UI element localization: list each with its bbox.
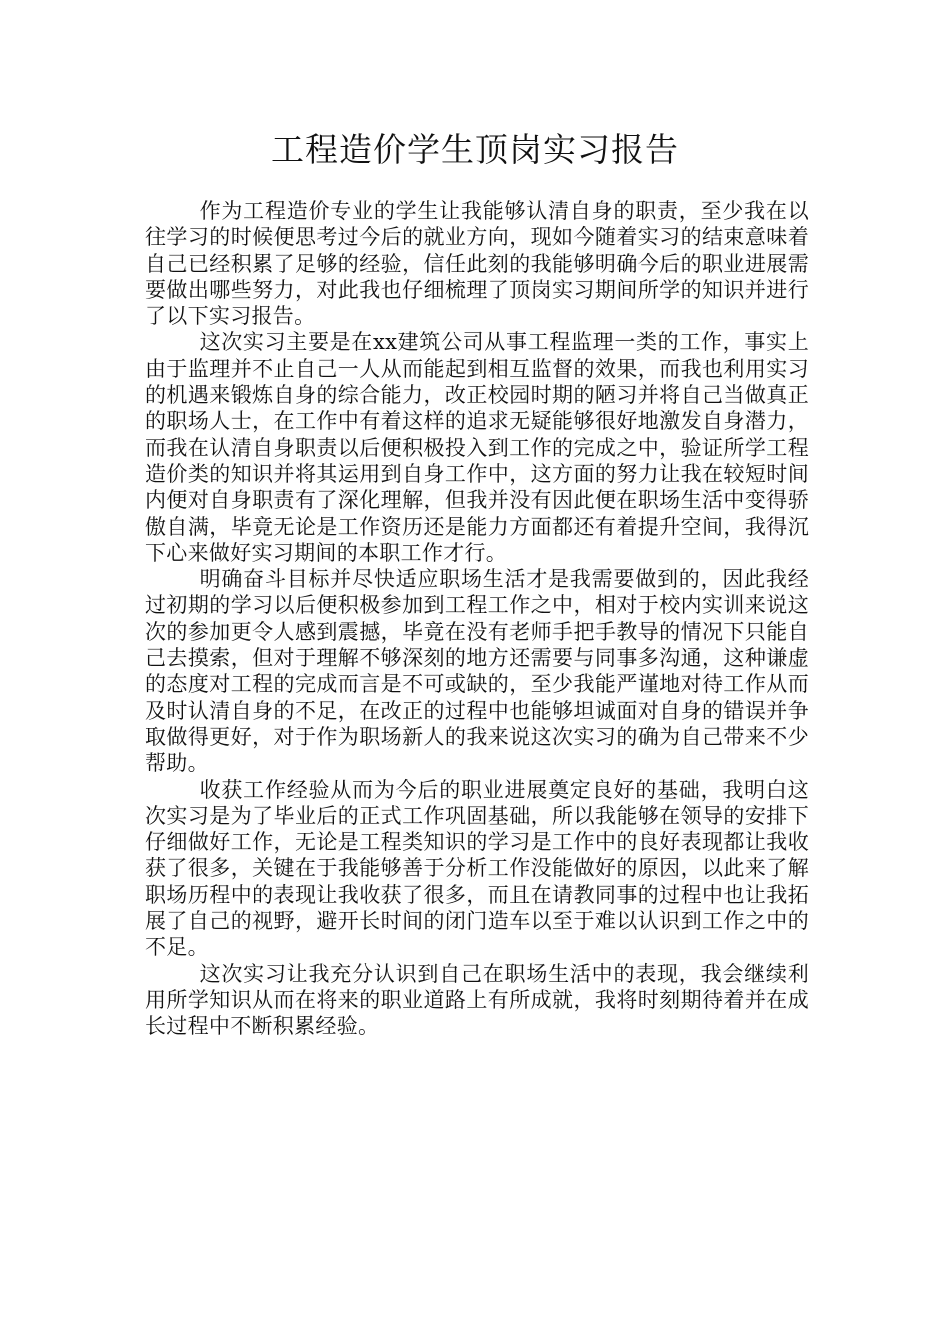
paragraph-5: 这次实习让我充分认识到自己在职场生活中的表现，我会继续利用所学知识从而在将来的职业道路上有所成就，我将时刻期待着并在成长过程中不断积累经验。 xyxy=(145,961,809,1039)
document-title: 工程造价学生顶岗实习报告 xyxy=(271,130,679,169)
paragraph-2: 这次实习主要是在xx建筑公司从事工程监理一类的工作，事实上由于监理并不止自己一人从而能起到相互监督的效果，而我也利用实习的机遇来锻炼自身的综合能力，改正校园时期的陋习并将自己当做真正的职场人士，在工作中有着这样的追求无疑能够很好地激发自身潜力，而我在认清自身职责以后便积极投入到工作的完成之中，验证所学工程造价类的知识并将其运用到自身工作中，这方面的努力让我在较短时间内便对自身职责有了深化理解，但我并没有因此便在职场生活中变得骄傲自满，毕竟无论是工作资历还是能力方面都还有着提升空间，我得沉下心来做好实习期间的本职工作才行。 xyxy=(145,330,809,565)
document-body xyxy=(145,198,809,1040)
paragraph-4: 收获工作经验从而为今后的职业进展奠定良好的基础，我明白这次实习是为了毕业后的正式工作巩固基础，所以我能够在领导的安排下仔细做好工作，无论是工程类知识的学习是工作中的良好表现都让我收获了很多，关键在于我能够善于分析工作没能做好的原因，以此来了解职场历程中的表现让我收获了很多，而且在请教同事的过程中也让我拓展了自己的视野，避开长时间的闭门造车以至于难以认识到工作之中的不足。 xyxy=(145,777,809,960)
paragraph-3: 明确奋斗目标并尽快适应职场生活才是我需要做到的，因此我经过初期的学习以后便积极参加到工程工作之中，相对于校内实训来说这次的参加更令人感到震撼，毕竟在没有老师手把手教导的情况下只能自己去摸索，但对于理解不够深刻的地方还需要与同事多沟通，这种谦虚的态度对工程的完成而言是不可或缺的，至少我能严谨地对待工作从而及时认清自身的不足，在改正的过程中也能够坦诚面对自身的错误并争取做得更好，对于作为职场新人的我来说这次实习的确为自己带来不少帮助。 xyxy=(145,567,809,776)
paragraph-1: 作为工程造价专业的学生让我能够认清自身的职责，至少我在以往学习的时候便思考过今后的就业方向，现如今随着实习的结束意味着自己已经积累了足够的经验，信任此刻的我能够明确今后的职业进展需要做出哪些努力，对此我也仔细梳理了顶岗实习期间所学的知识并进行了以下实习报告。 xyxy=(145,199,809,329)
